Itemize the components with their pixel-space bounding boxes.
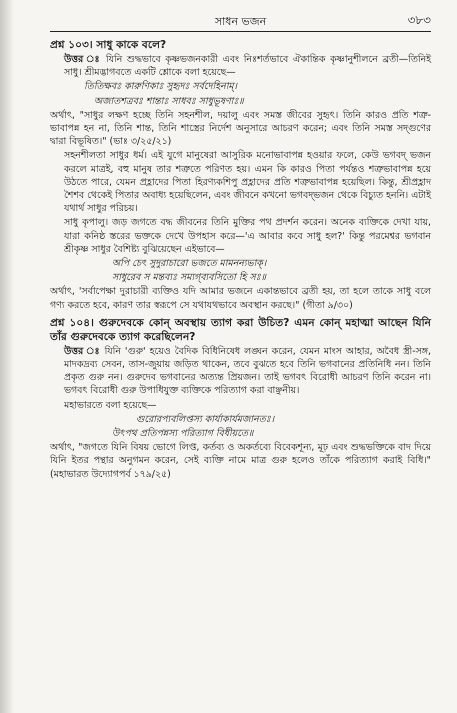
verse-line: অজাতশত্রবঃ শান্তাঃ সাধবঃ সাধুভূষণাঃ॥ (94, 95, 244, 107)
verse-line: উৎপথ প্রতিপন্নস্য পরিত্যাগ বিধীয়তে॥ (112, 428, 254, 440)
verse-translation: অর্থাৎ, "সাধুর লক্ষণ হচ্ছে তিনি সহনশীল, দয়ালু এবং সমস্ত জীবের সুহৃৎ। তিনি কারও প্রতি শত্রু-ভাবাপন্ন হন না, তিনি শান্ত, তিনি শাস্ত্রের নির্দেশ অনুসারে আচরণ করেন; এবং তিনি সমস্ত সদ্‌গুণের দ্বারা বিভূষিত।" (ভাঃ ৩/২৫/২১) (50, 109, 431, 148)
answer-text: যিনি শুদ্ধভাবে কৃষ্ণভজনকারী এবং নিঃশর্তভাবে ঐকান্তিক কৃষ্ণানুশীলনে ব্রতী—তিনিই সাধু। শ্রীমদ্ভাগবতে একটি শ্লোকে বলা হয়েছে— (64, 54, 432, 79)
paragraph: সাধু কৃপালু। জড় জগতে বদ্ধ জীবনের তিনি মুক্তির পথ প্রদর্শন করেন। অনেক ব্যক্তিকে দেখা যায়, যারা কনিষ্ঠ স্তরের ভক্তকে দেখে উপহাস করে—'এ আবার কবে সাধু হল?' কিন্তু পরমেশ্বর ভগবান শ্রীকৃষ্ণ সাধুর বৈশিষ্ট্য বুঝিয়েছেন এইভাবে— (64, 217, 431, 255)
answer-103 (50, 53, 431, 79)
answer-label: উত্তর ঃ (64, 54, 102, 65)
verse-line: তিতিক্ষবঃ কারুণিকাঃ সুহৃদঃ সর্বদেহিনাম্। (84, 81, 237, 93)
answer-label: উত্তর ঃ (64, 345, 101, 357)
answer-text: যিনি 'গুরু' হয়েও বৈদিক বিধিনিষেধ লঙ্ঘন করেন, যেমন মাংস আহার, অবৈধ স্ত্রী-সঙ্গ, মাদকদ্রব্য সেবন, তাস-জুয়ায় জড়িত থাকেন, তবে বুঝতে হবে তিনি ভগবানের প্রতিনিধি নন। তিনি প্রকৃত গুরু নন। গুরুদেব ভগবানের অত্যন্ত প্রিয়জন। তাই ভগবৎ বিরোধী আচরণ তিনি করেন না। ভগবৎ বিরোধী গুরু উপাধিযুক্ত ব্যক্তিকে পরিত্যাগ করা বাঞ্ছনীয়। (64, 345, 431, 397)
question-104: প্রশ্ন ১০৪। গুরুদেবকে কোন্ অবস্থায় ত্যাগ করা উচিত? এমন কোন্ মহাত্মা আছেন যিনি তাঁর গুরুদেবকে ত্যাগ করেছিলেন? (50, 316, 431, 343)
verse-line: সাধুরেব স মন্তব্যঃ সম্যগ্‌ব্যবসিতো হি সঃ॥ (112, 272, 266, 284)
page-body (50, 38, 431, 481)
verse-line: গুরোরপ্যবলিপ্তস্য কার্যাকার্যমজানতঃ। (136, 413, 275, 425)
header-rule (50, 31, 431, 32)
running-title: সাধন ভজন (214, 15, 267, 28)
question-103: প্রশ্ন ১০৩। সাধু কাকে বলে? (50, 39, 167, 51)
answer-104 (50, 345, 431, 398)
paragraph: মহাভারতে বলা হয়েছে— (64, 399, 157, 411)
verse-translation: অর্থাৎ, 'সর্বাপেক্ষা দুরাচারী ব্যক্তিও যদি আমার ভজনে একান্তভাবে ব্রতী হয়, তা হলে তাকে সাধু বলে গণ্য করতে হবে, কারণ তার স্বরূপে সে যথাযথভাবে অবস্থান করছে।" (গীতা ৯/৩০) (50, 286, 431, 311)
page-gutter-shadow (0, 0, 14, 713)
verse-translation: অর্থাৎ, "জগতে যিনি বিষয় ভোগে লিপ্ত, কর্তব্য ও অকর্তব্যে বিবেকশূন্য, মূঢ় এবং শুদ্ধভক্তিকে বাদ দিয়ে যিনি ইতর পন্থার অনুগমন করেন, সেই ব্যক্তি নামে মাত্র গুরু হলেও তাঁকে পরিত্যাগ করাই বিধি।" (মহাভারত উদ্যোগপর্ব ১৭৯/২৫) (50, 442, 431, 480)
page-number: ৩৮৩ (407, 13, 431, 27)
paragraph: সহনশীলতা সাধুর ধর্ম। এই যুগে মানুষেরা আসুরিক মনোভাবাপন্ন হওয়ার ফলে, কেউ ভগবদ্ ভজন করলে মাত্রই, বহু মানুষ তার শত্রুতে পরিণত হয়। এমন কি কারও পিতা পর্যন্তও শত্রুভাবাপন্ন হয়ে উঠতে পারে, যেমন প্রহ্লাদের পিতা হিরণ্যকশিপু প্রহ্লাদের প্রতি শত্রুভাবাপন্ন হয়েছিল। কিন্তু, শ্রীপ্রহ্লাদ শৈশব থেকেই পিতার অবাধ্য হয়েছিলেন, এবং জীবনে কখনো ভগবদ্‌ভজন থেকে বিচ্যুত হননি। এটাই যথার্থ সাধুর পরিচয়। (64, 150, 431, 215)
verse-line: অপি চেৎ সুদুরাচারো ভজতে মামনন্যভাক্। (112, 258, 267, 270)
page-header (50, 0, 431, 34)
